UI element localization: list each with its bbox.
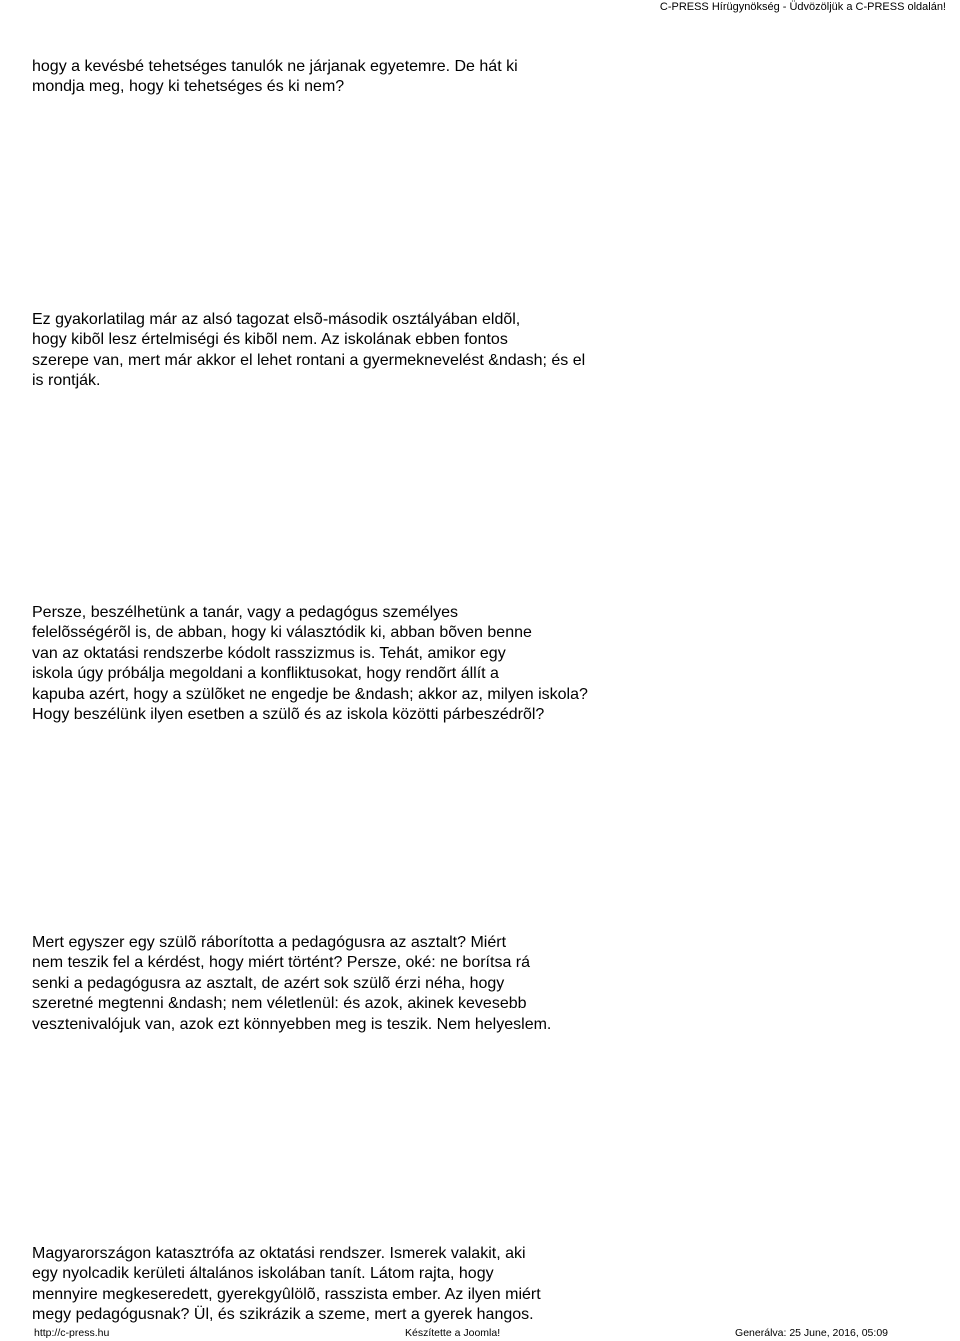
- page-footer: [0, 1327, 960, 1340]
- text-line: Hogy beszélünk ilyen esetben a szülõ és az iskola közötti párbeszédrõl?: [32, 706, 545, 724]
- text-line: van az oktatási rendszerbe kódolt rasszizmus is. Tehát, amikor egy: [32, 644, 506, 662]
- text-line: felelõsségérõl is, de abban, hogy ki választódik ki, abban bõven benne: [32, 624, 532, 642]
- text-line: hogy kibõl lesz értelmiségi és kibõl nem. Az iskolának ebben fontos: [32, 331, 508, 349]
- footer-site-url: http://c-press.hu: [34, 1327, 110, 1339]
- text-line: nem teszik fel a kérdést, hogy miért történt? Persze, oké: ne borítsa rá: [32, 954, 531, 972]
- paragraph-1: [32, 57, 518, 98]
- text-line: iskola úgy próbálja megoldani a konfliktusokat, hogy rendõrt állít a: [32, 665, 499, 683]
- text-line: Ez gyakorlatilag már az alsó tagozat elsõ-második osztályában eldõl,: [32, 311, 521, 328]
- text-line: senki a pedagógusra az asztalt, de azért sok szülõ érzi néha, hogy: [32, 974, 505, 992]
- paragraph-5: [32, 1244, 541, 1326]
- text-line: mondja meg, hogy ki tehetséges és ki nem?: [32, 78, 345, 96]
- text-line: Persze, beszélhetünk a tanár, vagy a pedagógus személyes: [32, 604, 459, 621]
- paragraph-2: [32, 310, 585, 392]
- text-line: mennyire megkeseredett, gyerekgyûlölõ, rasszista ember. Az ilyen miért: [32, 1285, 541, 1303]
- text-line: Mert egyszer egy szülõ ráborította a pedagógusra az asztalt? Miért: [32, 934, 507, 951]
- text-line: kapuba azért, hogy a szülõket ne engedje be &ndash; akkor az, milyen iskola?: [32, 685, 588, 703]
- text-line: szeretné megtenni &ndash; nem véletlenül: és azok, akinek kevesebb: [32, 995, 527, 1013]
- text-line: szerepe van, mert már akkor el lehet rontani a gyermeknevelést &ndash; és el: [32, 351, 586, 369]
- page-header-title: C-PRESS Hírügynökség - Üdvözöljük a C-PRESS oldalán!: [659, 1, 946, 13]
- footer-generated-date: Generálva: 25 June, 2016, 05:09: [735, 1327, 888, 1339]
- text-line: is rontják.: [32, 372, 101, 390]
- text-line: Magyarországon katasztrófa az oktatási rendszer. Ismerek valakit, aki: [32, 1245, 526, 1262]
- footer-made-with: Készítette a Joomla!: [405, 1327, 501, 1339]
- paragraph-4: [32, 933, 551, 1035]
- paragraph-3: [32, 603, 588, 725]
- text-line: megy pedagógusnak? Ül, és szikrázik a szeme, mert a gyerek hangos.: [32, 1306, 534, 1324]
- text-line: hogy a kevésbé tehetséges tanulók ne járjanak egyetemre. De hát ki: [32, 58, 518, 75]
- text-line: vesztenivalójuk van, azok ezt könnyebben meg is teszik. Nem helyeslem.: [32, 1015, 552, 1033]
- text-line: egy nyolcadik kerületi általános iskolában tanít. Látom rajta, hogy: [32, 1265, 494, 1283]
